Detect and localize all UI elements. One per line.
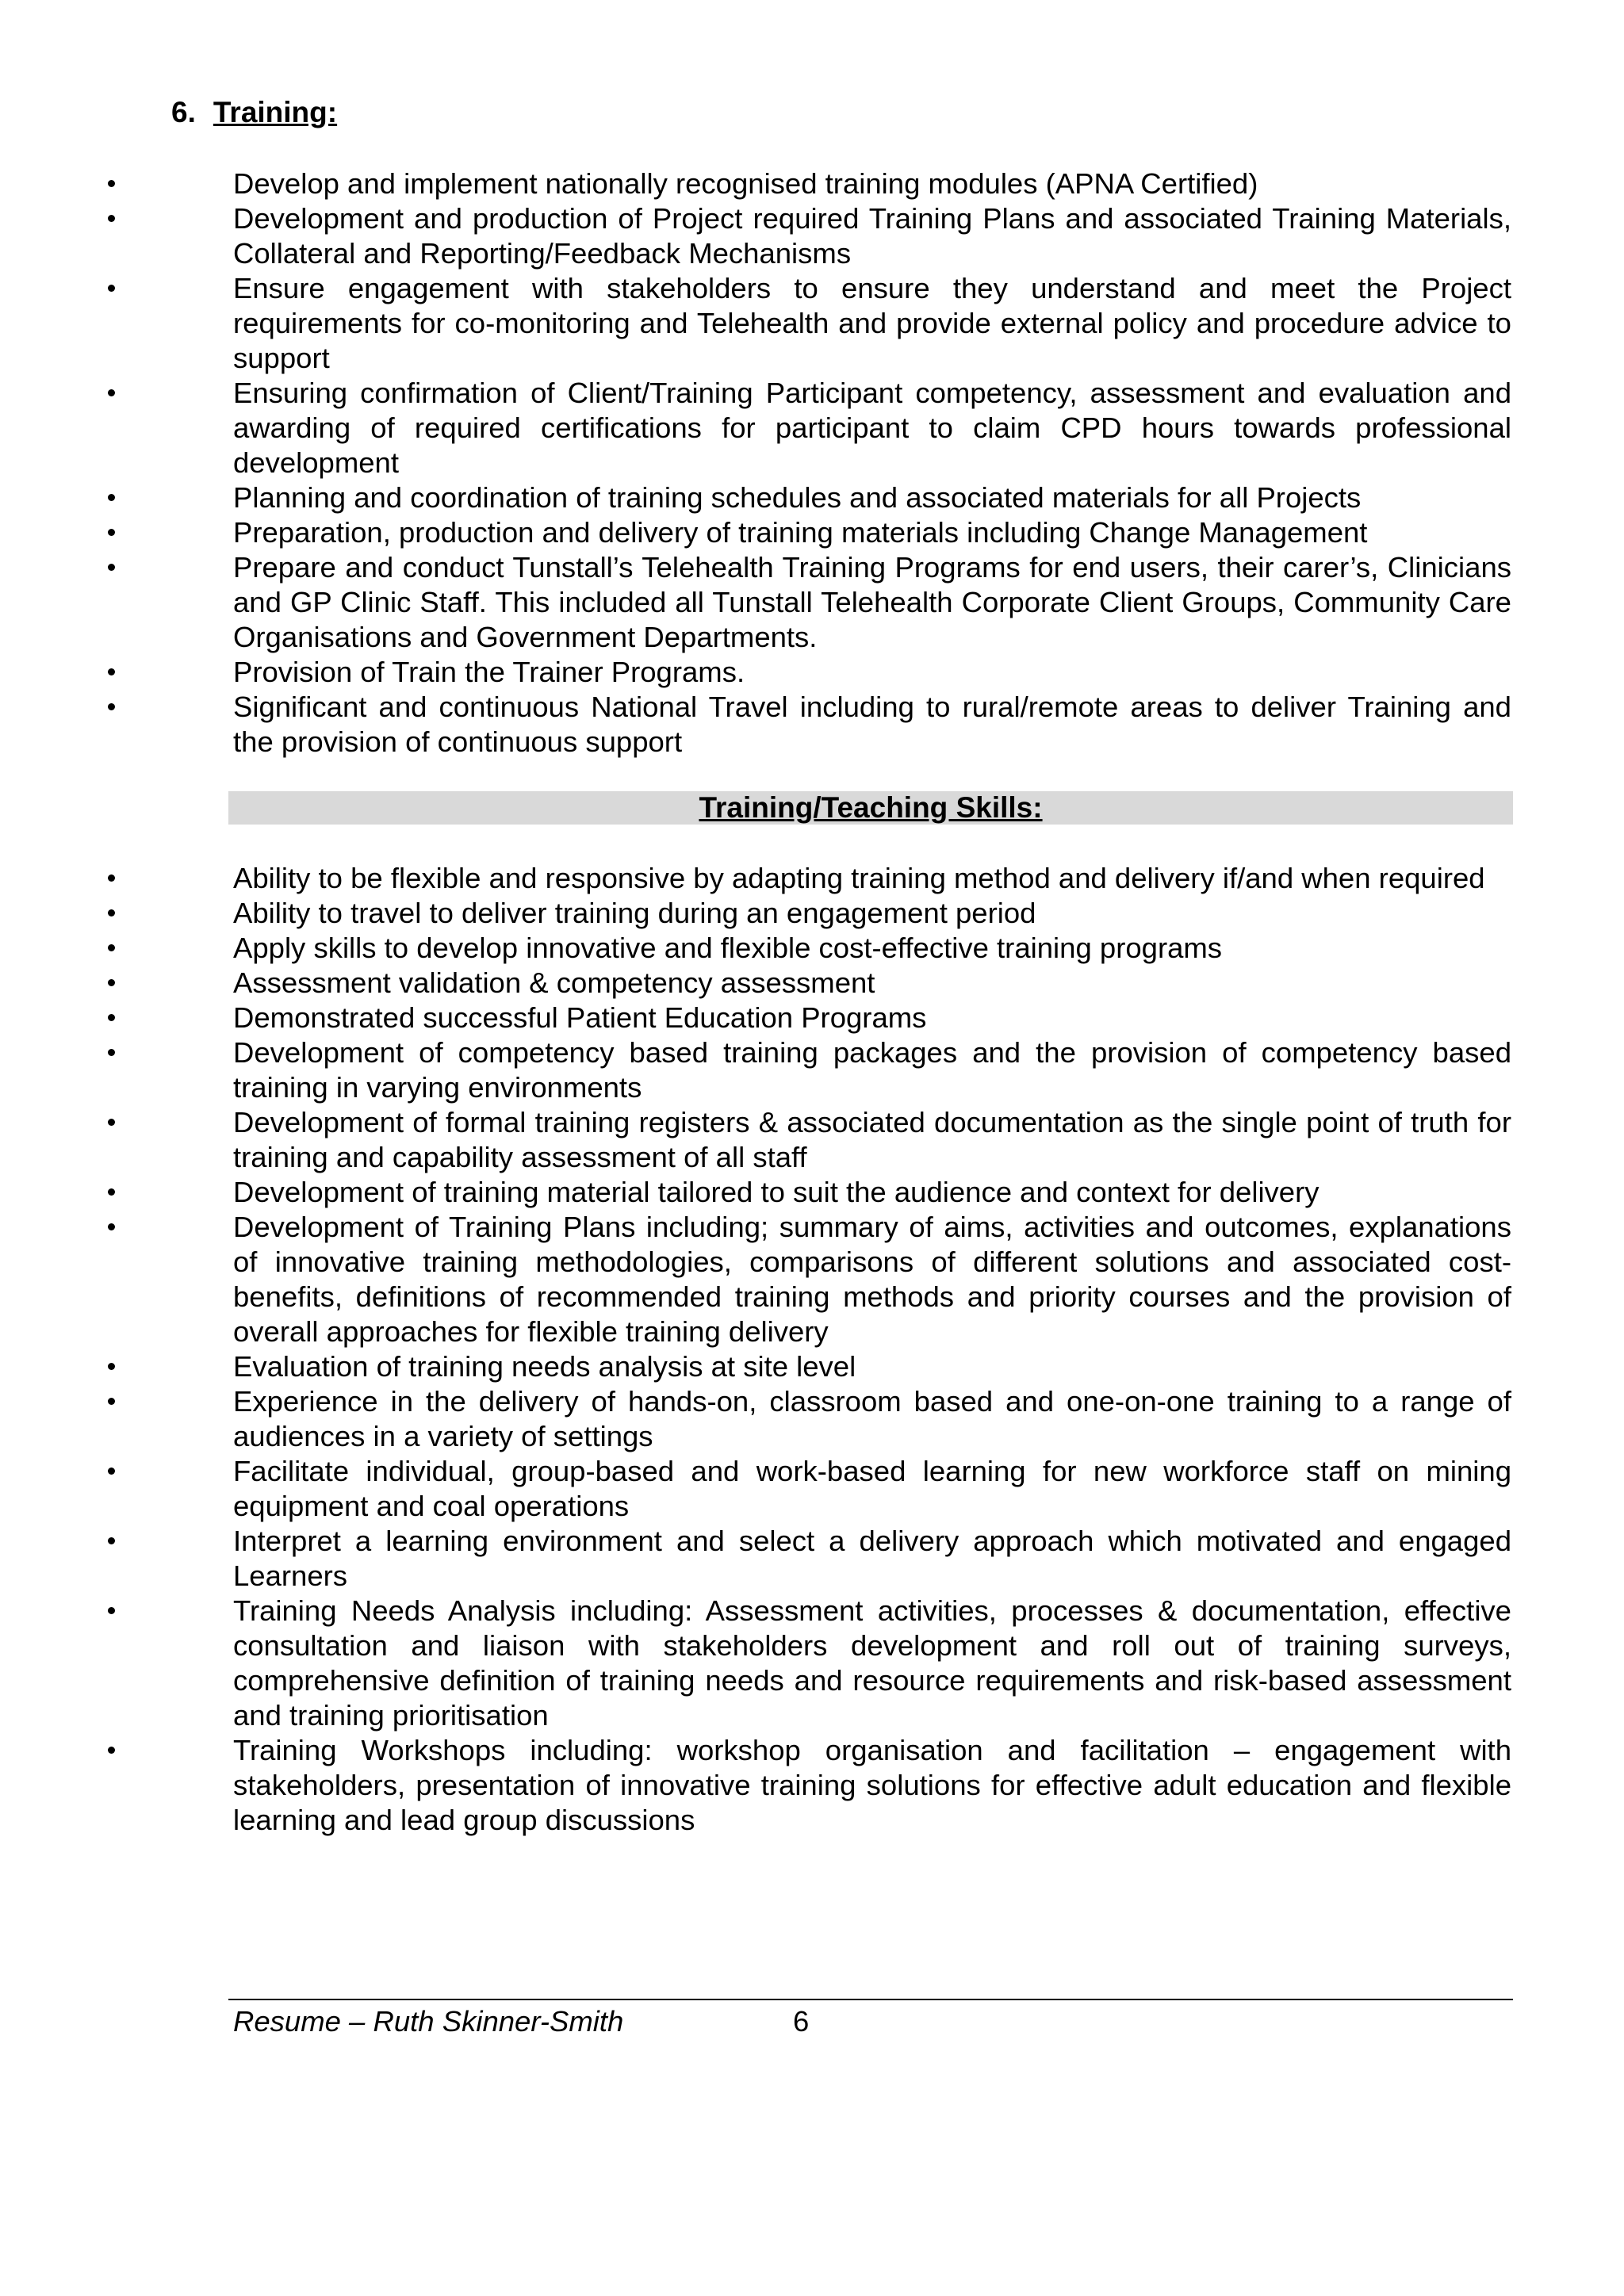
skills-list-item	[0, 896, 1511, 931]
list-item-text: Evaluation of training needs analysis at site level	[233, 1350, 856, 1383]
bullet-icon	[108, 1468, 115, 1475]
list-item-text: Significant and continuous National Travel including to rural/remote areas to deliver Training and the provision of continuous support	[233, 691, 1511, 758]
bullet-icon	[108, 1363, 115, 1370]
bullet-icon	[108, 979, 115, 986]
skills-list-item	[0, 1454, 1511, 1524]
list-item-text: Experience in the delivery of hands-on, classroom based and one-on-one training to a range of audiences in a variety of settings	[233, 1385, 1511, 1452]
list-item-text: Facilitate individual, group-based and work-based learning for new workforce staff on mining equipment and coal operations	[233, 1455, 1511, 1522]
bullet-icon	[108, 1014, 115, 1021]
bullet-icon	[108, 1223, 115, 1230]
skills-list-item	[0, 1524, 1511, 1594]
skills-list-item	[0, 1594, 1511, 1733]
training-list-item	[0, 201, 1511, 271]
list-item-text: Training Needs Analysis including: Assessment activities, processes & documentation, effective consultation and liaison with stakeholders development and roll out of training surveys, comprehensive definition of training needs and resource requirements and risk-based assessment and training prioritisation	[233, 1594, 1511, 1732]
skills-list-item	[0, 1733, 1511, 1838]
list-item-text: Planning and coordination of training schedules and associated materials for all Projects	[233, 481, 1362, 514]
training-list-item	[0, 480, 1511, 515]
bullet-icon	[108, 529, 115, 536]
training-list-item	[0, 166, 1511, 201]
bullet-icon	[108, 1537, 115, 1544]
list-item-text: Apply skills to develop innovative and flexible cost-effective training programs	[233, 932, 1223, 964]
list-item-text: Development of training material tailored to suit the audience and context for delivery	[233, 1176, 1320, 1208]
list-item-text: Ability to be flexible and responsive by adapting training method and delivery if/and when required	[233, 862, 1485, 894]
training-list-item	[0, 690, 1511, 760]
skills-list-item	[0, 1105, 1511, 1175]
bullet-icon	[108, 909, 115, 916]
skills-list-item	[0, 966, 1511, 1001]
bullet-icon	[108, 215, 115, 222]
bullet-icon	[108, 1747, 115, 1754]
bullet-icon	[108, 1607, 115, 1614]
list-item-text: Interpret a learning environment and select a delivery approach which motivated and engaged Learners	[233, 1525, 1511, 1592]
bullet-icon	[108, 1188, 115, 1196]
footer-title: Resume – Ruth Skinner-Smith	[233, 2005, 624, 2038]
list-item-text: Preparation, production and delivery of training materials including Change Management	[233, 516, 1368, 549]
bullet-icon	[108, 874, 115, 882]
training-list-item	[0, 271, 1511, 376]
list-item-text: Development and production of Project required Training Plans and associated Training Materials, Collateral and Reporting/Feedback Mechanisms	[233, 202, 1511, 270]
section-title: Training:	[213, 96, 338, 128]
skills-heading: Training/Teaching Skills:	[699, 791, 1043, 824]
section-heading	[171, 94, 337, 132]
list-item-text: Development of formal training registers & associated documentation as the single point of truth for training and capability assessment of all staff	[233, 1106, 1511, 1173]
bullet-icon	[108, 944, 115, 951]
list-item-text: Ensuring confirmation of Client/Training Participant competency, assessment and evaluation and awarding of required certifications for participant to claim CPD hours towards professional development	[233, 377, 1511, 479]
list-item-text: Assessment validation & competency assessment	[233, 966, 875, 999]
bullet-icon	[108, 389, 115, 396]
list-item-text: Development of competency based training packages and the provision of competency based training in varying environments	[233, 1036, 1511, 1104]
list-item-text: Provision of Train the Trainer Programs.	[233, 656, 745, 688]
list-item-text: Development of Training Plans including; summary of aims, activities and outcomes, explanations of innovative training methodologies, comparisons of different solutions and associated cost-benefits, definitions of recommended training methods and priority courses and the provision of overall approaches for flexible training delivery	[233, 1211, 1511, 1348]
list-item-text: Training Workshops including: workshop organisation and facilitation – engagement with stakeholders, presentation of innovative training solutions for effective adult education and flexible learning and lead group discussions	[233, 1734, 1511, 1836]
page-number: 6	[793, 2005, 810, 2038]
list-item-text: Develop and implement nationally recognised training modules (APNA Certified)	[233, 167, 1258, 200]
list-item-text: Demonstrated successful Patient Education Programs	[233, 1001, 927, 1034]
list-item-text: Prepare and conduct Tunstall’s Telehealth Training Programs for end users, their carer’s, Clinicians and GP Clinic Staff. This included all Tunstall Telehealth Corporate Client Groups, Community Care Organisations and Government Departments.	[233, 551, 1511, 653]
bullet-icon	[108, 494, 115, 501]
skills-list-item	[0, 1384, 1511, 1454]
footer-divider	[228, 1999, 1513, 2000]
training-list-item	[0, 550, 1511, 655]
list-item-text: Ensure engagement with stakeholders to ensure they understand and meet the Project requirements for co-monitoring and Telehealth and provide external policy and procedure advice to support	[233, 272, 1511, 374]
bullet-icon	[108, 564, 115, 571]
bullet-icon	[108, 1119, 115, 1126]
skills-list-item	[0, 1001, 1511, 1035]
section-number: 6.	[171, 96, 196, 128]
training-list-item	[0, 515, 1511, 550]
skills-list-item	[0, 1035, 1511, 1105]
training-list-item	[0, 376, 1511, 480]
skills-list-item	[0, 931, 1511, 966]
skills-list-item	[0, 1349, 1511, 1384]
bullet-icon	[108, 668, 115, 675]
skills-list-item	[0, 1175, 1511, 1210]
training-list-item	[0, 655, 1511, 690]
bullet-icon	[108, 1049, 115, 1056]
skills-list	[0, 861, 1511, 1838]
training-list	[0, 166, 1511, 760]
skills-heading-banner	[228, 791, 1513, 825]
bullet-icon	[108, 285, 115, 292]
bullet-icon	[108, 1398, 115, 1405]
bullet-icon	[108, 703, 115, 710]
list-item-text: Ability to travel to deliver training during an engagement period	[233, 897, 1036, 929]
bullet-icon	[108, 180, 115, 187]
skills-list-item	[0, 861, 1511, 896]
skills-list-item	[0, 1210, 1511, 1349]
